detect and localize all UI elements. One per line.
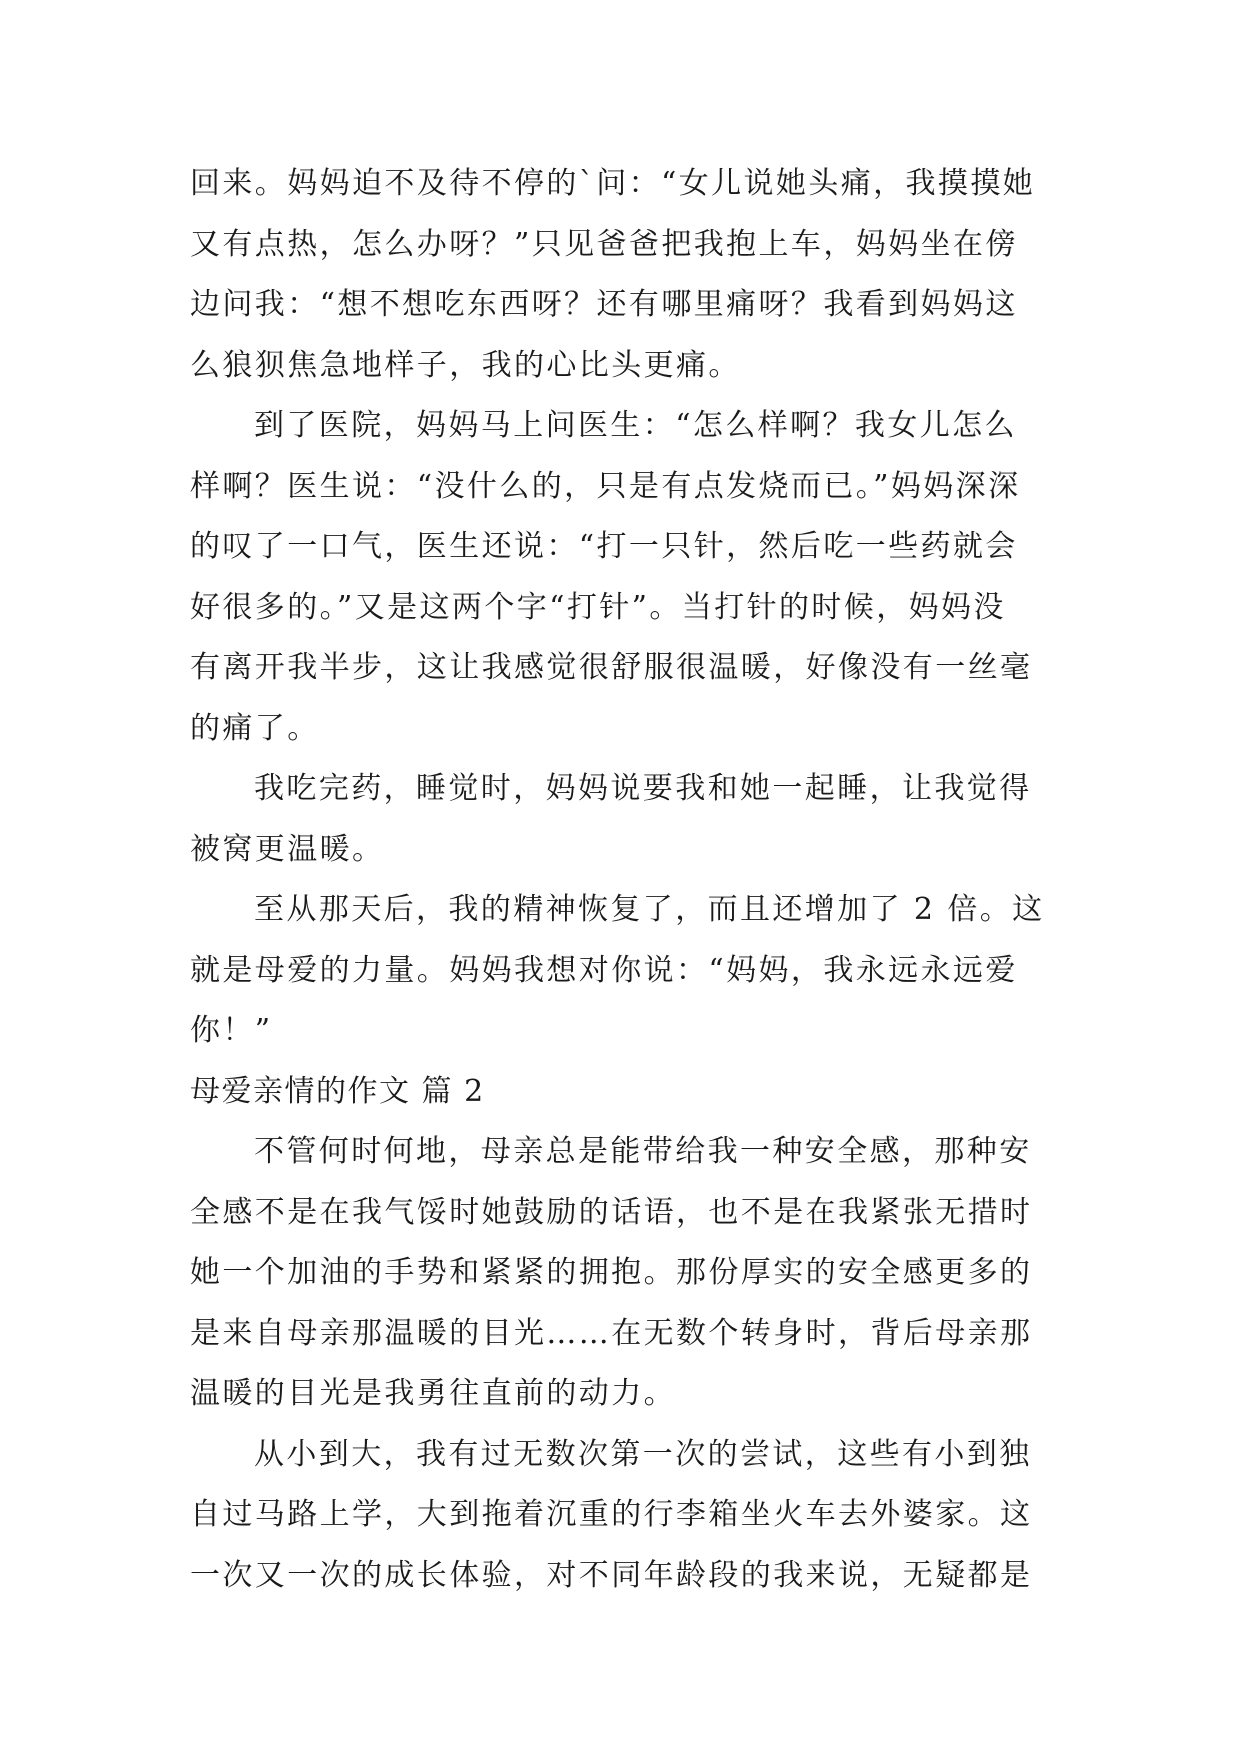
paragraph-first-line: 我吃完药，睡觉时，妈妈说要我和她一起睡，让我觉得 <box>254 771 1032 806</box>
text-line: 她一个加油的手势和紧紧的拥抱。那份厚实的安全感更多的 <box>190 1255 1033 1290</box>
text-line: 你！” <box>190 1013 273 1048</box>
text-line: 回来。妈妈迫不及待不停的`问：“女儿说她头痛，我摸摸她 <box>190 166 1036 201</box>
text-line: 样啊？医生说：“没什么的，只是有点发烧而已。”妈妈深深 <box>190 468 1021 504</box>
text-line: 的痛了。 <box>190 710 320 746</box>
paragraph-first-line: 不管何时何地，母亲总是能带给我一种安全感，那种安 <box>254 1134 1032 1169</box>
text-line: 被窝更温暖。 <box>190 831 385 867</box>
text-line: 自过马路上学，大到拖着沉重的行李箱坐火车去外婆家。这 <box>190 1497 1033 1532</box>
text-line: 是来自母亲那温暖的目光……在无数个转身时，背后母亲那 <box>190 1315 1033 1351</box>
text-line: 一次又一次的成长体验，对不同年龄段的我来说，无疑都是 <box>190 1557 1033 1593</box>
section-heading: 母爱亲情的作文 篇 2 <box>190 1073 485 1109</box>
paragraph-first-line: 从小到大，我有过无数次第一次的尝试，这些有小到独 <box>254 1436 1032 1472</box>
paragraph-first-line: 至从那天后，我的精神恢复了，而且还增加了 2 倍。这 <box>254 892 1045 927</box>
text-line: 的叹了一口气，医生还说：“打一只针，然后吃一些药就会 <box>190 529 1018 564</box>
text-line: 就是母爱的力量。妈妈我想对你说：“妈妈，我永远永远爱 <box>190 952 1018 988</box>
text-line: 温暖的目光是我勇往直前的动力。 <box>190 1376 676 1411</box>
text-line: 边问我：“想不想吃东西呀？还有哪里痛呀？我看到妈妈这 <box>190 287 1018 322</box>
text-line: 有离开我半步，这让我感觉很舒服很温暖，好像没有一丝毫 <box>190 650 1033 685</box>
text-line: 全感不是在我气馁时她鼓励的话语，也不是在我紧张无措时 <box>190 1194 1033 1230</box>
document-body <box>190 154 1060 1606</box>
text-line: 好很多的。”又是这两个字“打针”。当打针的时候，妈妈没 <box>190 589 1006 625</box>
text-line: 么狼狈焦急地样子，我的心比头更痛。 <box>190 347 741 383</box>
paragraph-first-line: 到了医院，妈妈马上问医生：“怎么样啊？我女儿怎么 <box>254 408 1017 443</box>
text-line: 又有点热，怎么办呀？”只见爸爸把我抱上车，妈妈坐在傍 <box>190 226 1018 262</box>
